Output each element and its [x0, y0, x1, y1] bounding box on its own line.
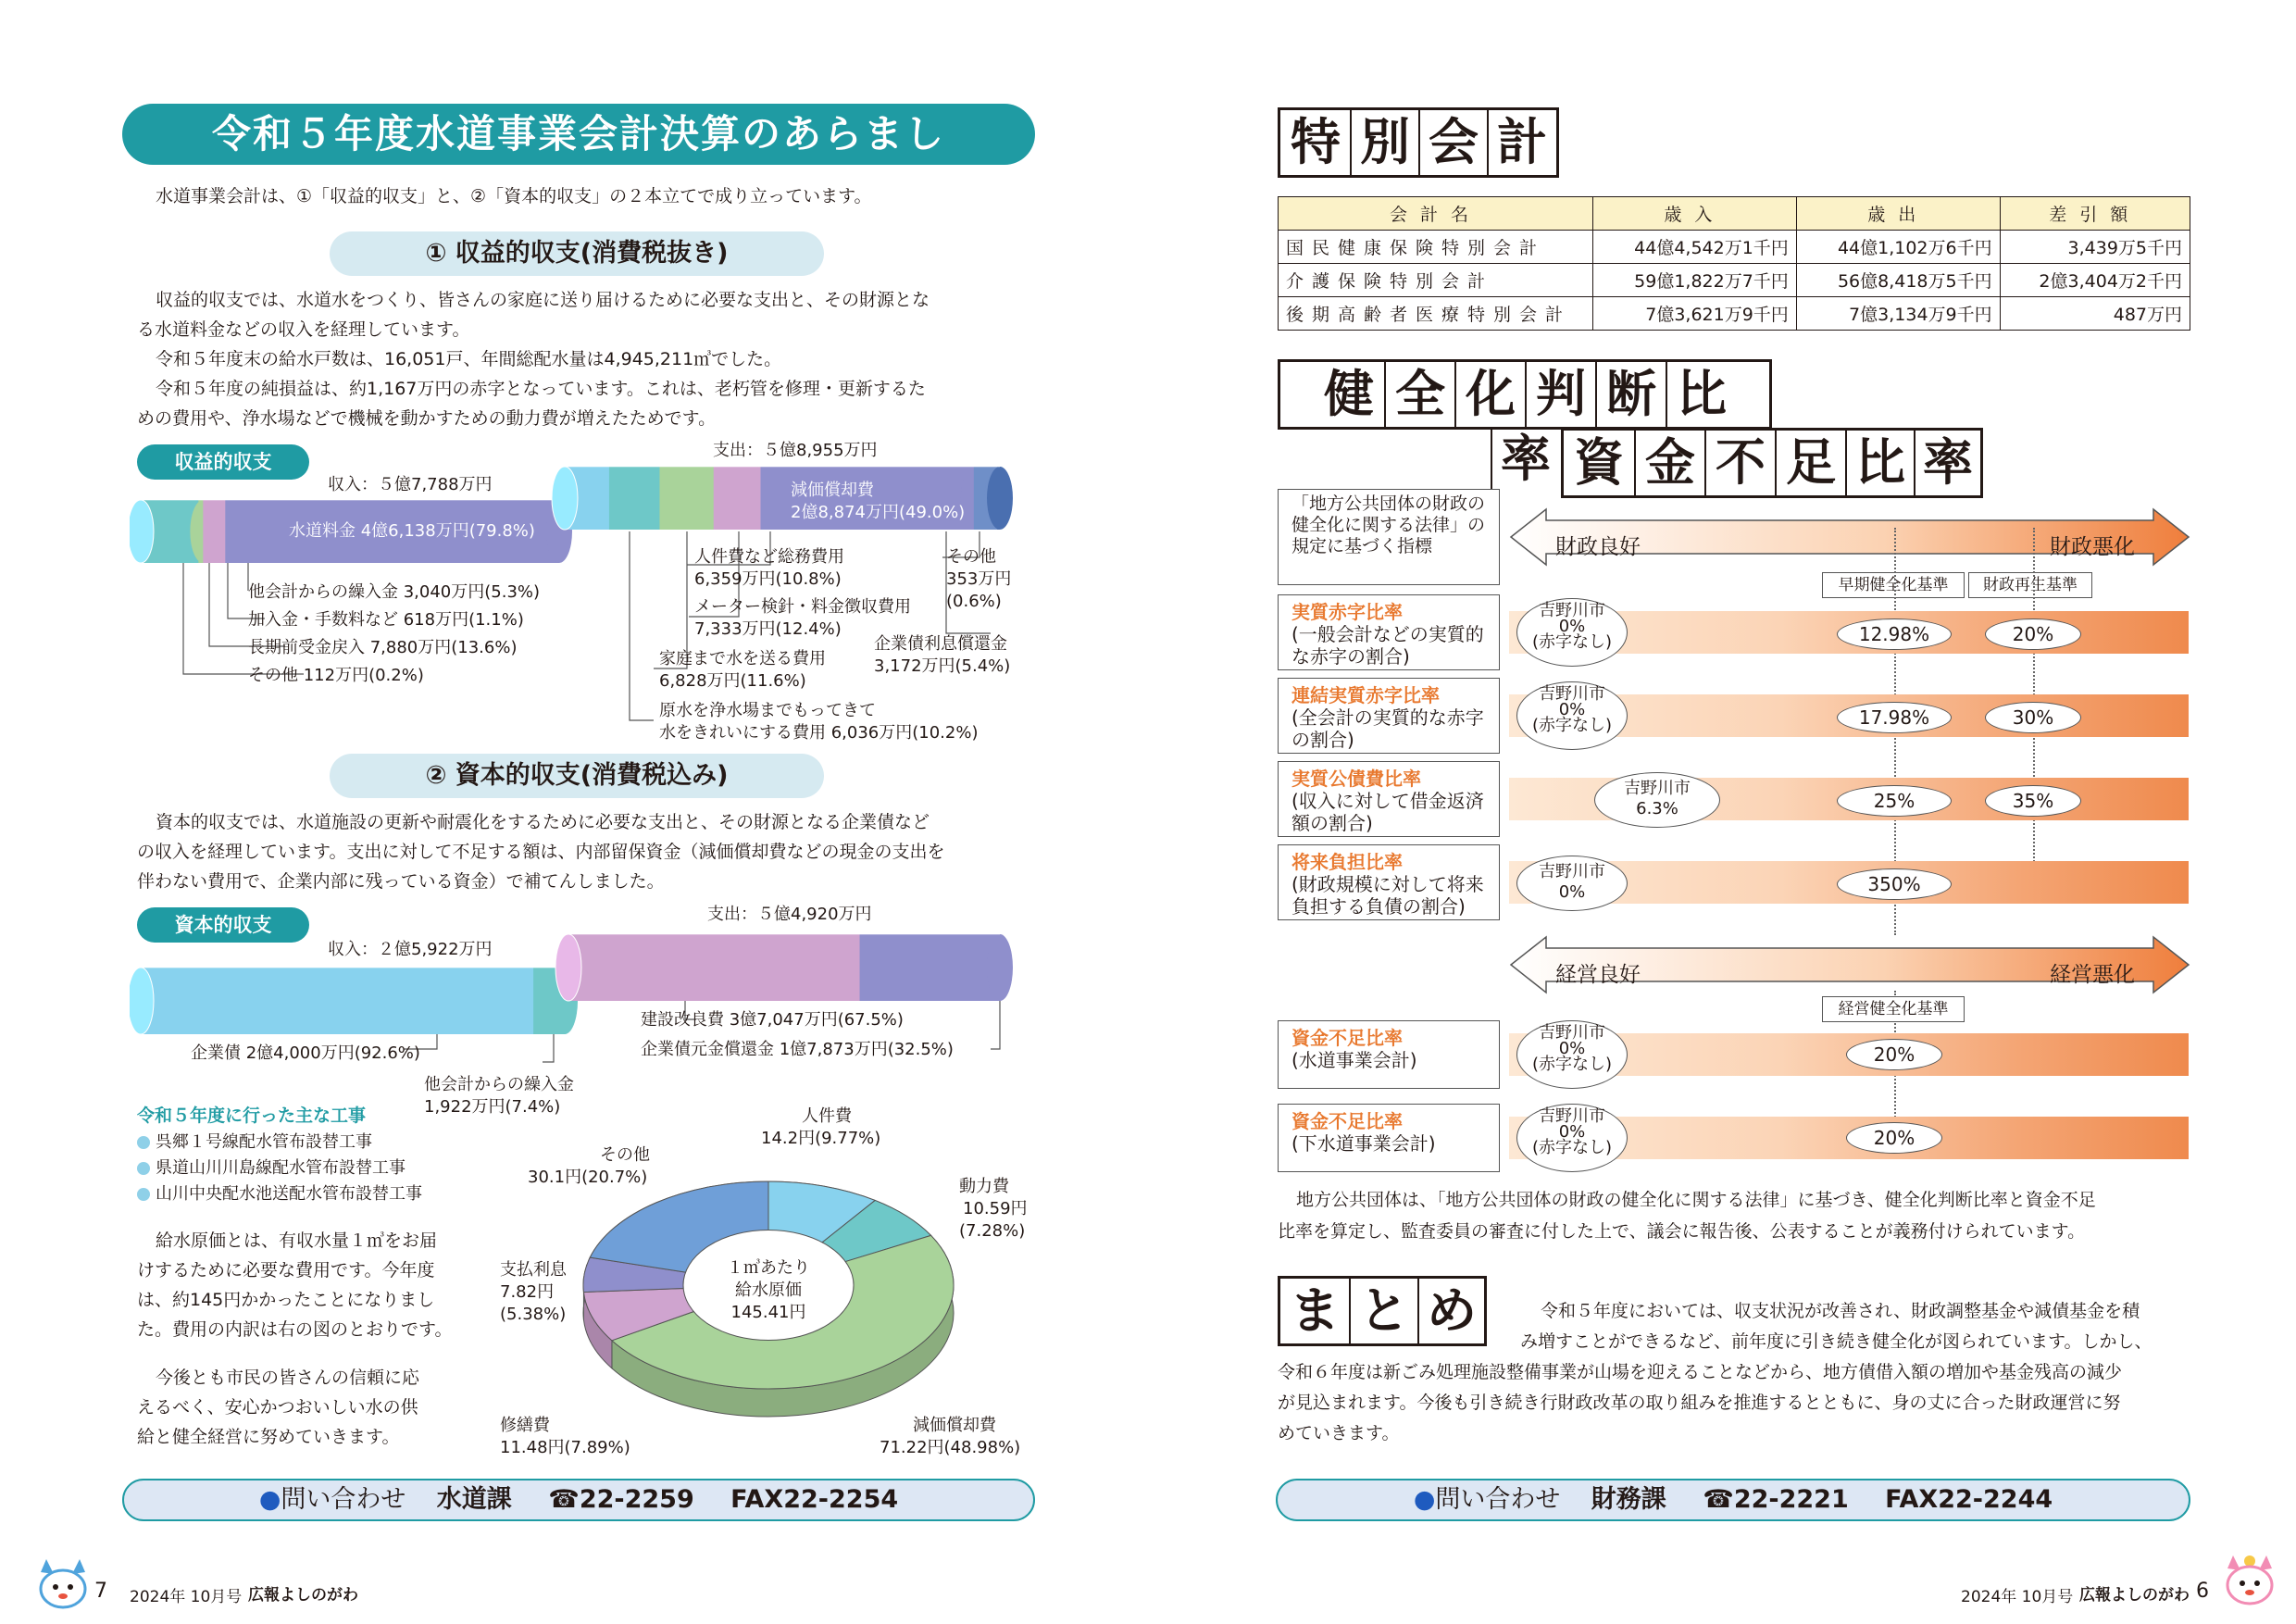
bullet-icon [137, 1162, 150, 1175]
expense-label-bond-interest-value: 3,172万円(5.4%) [874, 656, 1011, 676]
bullet-icon: ● [258, 1485, 281, 1514]
tag-revenue: 収益的収支 [137, 444, 309, 480]
city-value: 0% [1558, 700, 1586, 719]
income-label-deferred: 長期前受金戻入 7,880万円(13.6%) [248, 638, 518, 657]
donut-label-personnel-value: 14.2円(9.77%) [761, 1129, 881, 1148]
sec2-paragraph: 伴わない費用で、企業内部に残っている資金）で補てんしました。 [137, 871, 665, 892]
city-value: 6.3% [1636, 799, 1678, 818]
title-char: 比 [1666, 362, 1736, 427]
contact-bar-finance [1276, 1479, 2190, 1521]
city-value: 0% [1558, 617, 1586, 636]
works-item-text: 山川中央配水池送配水管布設替工事 [156, 1184, 422, 1204]
cylinder-cap [130, 968, 154, 1034]
rebuild-value-oval: 30% [1985, 702, 2081, 733]
city-value-oval [1516, 598, 1628, 667]
sec1-paragraph: 令和５年度の純損益は、約1,167万円の赤字となっています。これは、老朽管を修理・更新するた [156, 379, 926, 399]
contact-dept: 財務課 [1591, 1485, 1666, 1514]
summary-text: が見込まれます。今後も引き続き行財政改革の取り組みを推進するとともに、身の丈に合った財政運営に努 [1278, 1393, 2121, 1413]
table-cell: 7億3,621万9千円 [1593, 297, 1797, 331]
intro-text: 水道事業会計は、①「収益的収支」と、②「資本的収支」の２本立てで成り立っています。 [156, 186, 872, 206]
closing-text: 今後とも市民の皆さんの信頼に応 [156, 1368, 420, 1388]
capital-expense-title: 支出：５億4,920万円 [707, 905, 872, 924]
ratio-name: 実質公債費比率 [1292, 768, 1421, 790]
column-header: 歳入 [1593, 197, 1797, 231]
ratio-desc: (下水道事業会計) [1292, 1132, 1436, 1155]
management-good-label: 経営良好 [1555, 963, 1641, 987]
title-char: 計 [1487, 110, 1555, 175]
footer-brand-left: 広報よしのがわ [248, 1586, 358, 1605]
donut-label-other: その他 [600, 1145, 650, 1165]
soundness-ratio-title [1278, 359, 1772, 488]
donut-label-interest-pct: (5.38%) [500, 1305, 567, 1324]
table-row [1279, 264, 2190, 297]
city-value: 0% [1558, 1122, 1586, 1142]
title-char: 不 [1704, 431, 1775, 495]
donut-center-2: 給水原価 [735, 1280, 802, 1300]
table-cell: 7億3,134万9千円 [1796, 297, 2000, 331]
contact-fax[interactable]: FAX22-2254 [730, 1485, 899, 1514]
table-row [1279, 297, 2190, 331]
city-value-oval [1516, 856, 1628, 911]
management-bad-label: 経営悪化 [2050, 963, 2135, 987]
city-name: 吉野川市 [1539, 684, 1605, 704]
income-label-water-rate: 水道料金 4億6,138万円(79.8%) [289, 521, 535, 541]
column-header: 差引額 [2000, 197, 2190, 231]
page-title: 令和５年度水道事業会計決算のあらまし [122, 104, 1035, 165]
cost-text: けするために必要な費用です。今年度 [137, 1260, 435, 1280]
income-label-fees: 加入金・手数料など 618万円(1.1%) [248, 610, 524, 630]
cost-text: た。費用の内訳は右の図のとおりです。 [137, 1319, 453, 1340]
expense-label-bond-interest: 企業債利息償還金 [874, 634, 1007, 654]
rebuild-value-oval: 35% [1985, 785, 2081, 817]
ratio-row-label [1278, 678, 1500, 754]
bullet-icon [137, 1136, 150, 1149]
ratio-name: 連結実質赤字比率 [1292, 684, 1440, 706]
title-char: ま [1290, 1281, 1340, 1340]
fiscal-bad-label: 財政悪化 [2050, 535, 2135, 559]
city-note: (赤字なし) [1531, 1138, 1613, 1157]
donut-label-repair: 修繕費 [500, 1416, 550, 1435]
cylinder-segment [141, 968, 533, 1034]
sec2-paragraph: 資本的収支では、水道施設の更新や耐震化をするために必要な支出と、その財源となる企業債など [156, 812, 930, 832]
page-number-right: 6 [2196, 1580, 2209, 1603]
donut-label-depreciation: 減価償却費 [913, 1416, 996, 1435]
donut-label-interest: 支払利息 [500, 1260, 567, 1280]
donut-label-interest-value: 7.82円 [500, 1282, 555, 1302]
ratio-row-label [1278, 844, 1500, 920]
column-header: 会計名 [1279, 197, 1593, 231]
capital-income-bonds: 企業債 2億4,000万円(92.6%) [191, 1043, 420, 1063]
title-char: 足 [1775, 431, 1845, 495]
section-heading-revenue: ① 収益的収支(消費税抜き) [330, 231, 824, 276]
ratio-note: 比率を算定し、監査委員の審査に付した上で、議会に報告後、公表することが義務付けられています。 [1278, 1221, 2086, 1242]
works-heading: 令和５年度に行った主な工事 [137, 1106, 367, 1126]
mgmt-value-oval: 20% [1846, 1122, 1942, 1154]
footer-issue-right: 2024年 10月号 [1961, 1588, 2074, 1606]
ratio-name: 資金不足比率 [1292, 1027, 1403, 1049]
donut-label-power: 動力費 [959, 1177, 1009, 1196]
title-char: 率 [1914, 431, 1980, 495]
fund-row-label [1278, 1020, 1500, 1089]
expense-label-delivery-value: 6,828万円(11.6%) [659, 671, 806, 691]
donut-label-power-pct: (7.28%) [959, 1221, 1026, 1241]
city-value: 0% [1558, 1039, 1586, 1058]
leader-line [209, 563, 285, 646]
table-cell: 59億1,822万7千円 [1593, 264, 1797, 297]
summary-title [1278, 1276, 1487, 1346]
expense-label-delivery: 家庭まで水を送る費用 [659, 649, 826, 668]
donut-label-personnel: 人件費 [802, 1106, 852, 1126]
early-value-oval: 350% [1837, 868, 1952, 900]
donut-label-depreciation-value: 71.22円(48.98%) [880, 1438, 1021, 1457]
early-standard-label: 早期健全化基準 [1822, 572, 1965, 598]
works-item [137, 1183, 422, 1206]
sec1-paragraph: る水道料金などの収入を経理しています。 [137, 319, 470, 340]
table-cell: 3,439万5千円 [2000, 231, 2190, 264]
capital-income-transfer-value: 1,922万円(7.4%) [424, 1097, 561, 1117]
ratio-desc: (水道事業会計) [1292, 1049, 1417, 1071]
fund-row-label [1278, 1104, 1500, 1172]
contact-bar-water [122, 1479, 1035, 1521]
early-value-oval: 17.98% [1837, 702, 1952, 733]
tag-capital: 資本的収支 [137, 907, 309, 943]
income-label-other: その他 112万円(0.2%) [248, 666, 424, 685]
summary-text: 令和６年度は新ごみ処理施設整備事業が山場を迎えることなどから、地方債借入額の増加や基金残高の減少 [1278, 1362, 2123, 1382]
title-char: 判 [1525, 362, 1595, 427]
sec1-paragraph: めの費用や、浄水場などで機械を動かすための動力費が増えたためです。 [137, 408, 717, 429]
cylinder-segment [860, 934, 1000, 1001]
city-name: 吉野川市 [1539, 601, 1605, 620]
title-char: 別 [1350, 110, 1418, 175]
city-name: 吉野川市 [1539, 862, 1605, 881]
title-char: 全 [1384, 362, 1454, 427]
table-header-row [1279, 197, 2190, 231]
title-char: 資 [1574, 433, 1624, 492]
title-char: 率 [1491, 427, 1559, 492]
city-note: (赤字なし) [1531, 716, 1613, 735]
law-label: 「地方公共団体の財政の健全化に関する法律」の規定に基づく指標 [1278, 489, 1500, 585]
expense-label-meter-value: 7,333万円(12.4%) [694, 619, 842, 639]
ratio-desc: (収入に対して借金返済額の割合) [1292, 790, 1484, 834]
cylinder-segment-end [987, 934, 1013, 1001]
table-cell: 介護保険特別会計 [1279, 264, 1593, 297]
expense-label-other-pct: (0.6%) [946, 592, 1002, 611]
title-char: 化 [1454, 362, 1525, 427]
income-label-transfer: 他会計からの繰入金 3,040万円(5.3%) [248, 582, 541, 602]
works-item [137, 1131, 372, 1154]
contact-lead: 問い合わせ [281, 1485, 406, 1514]
bullet-icon: ● [1413, 1485, 1436, 1514]
expense-label-depreciation: 減価償却費 [791, 481, 874, 500]
city-name: 吉野川市 [1539, 1023, 1605, 1043]
mgmt-value-oval: 20% [1846, 1039, 1942, 1070]
sec1-paragraph: 収益的収支では、水道水をつくり、皆さんの家庭に送り届けるために必要な支出と、その財源とな [156, 290, 930, 310]
donut-center-1: １㎥あたり [727, 1258, 810, 1278]
mascot-icon [2220, 1552, 2279, 1607]
cost-text: は、約145円かかったことになりまし [137, 1290, 435, 1310]
cylinder-segment [568, 934, 860, 1001]
donut-label-power-value: 10.59円 [963, 1199, 1028, 1218]
table-cell: 487万円 [2000, 297, 2190, 331]
ratio-row-label [1278, 594, 1500, 670]
title-char: 健 [1324, 365, 1374, 423]
table-cell: 後期高齢者医療特別会計 [1279, 297, 1593, 331]
table-cell: 2億3,404万2千円 [2000, 264, 2190, 297]
cylinder-cap [552, 467, 578, 530]
ratio-desc: (財政規模に対して将来負担する負債の割合) [1292, 873, 1484, 918]
title-char: 特 [1291, 113, 1341, 171]
column-header: 歳出 [1796, 197, 2000, 231]
ratio-name: 将来負担比率 [1292, 851, 1403, 873]
expense-label-purification: 原水を浄水場までもってきて [659, 701, 876, 720]
special-account-title [1278, 107, 1559, 178]
city-value-oval [1594, 772, 1720, 828]
donut-label-other-value: 30.1円(20.7%) [528, 1168, 648, 1187]
contact-tel[interactable]: ☎22-2259 [548, 1485, 694, 1514]
title-char: 金 [1634, 431, 1704, 495]
city-value-oval [1516, 681, 1628, 750]
capital-expense-bond-principal: 企業債元金償還金 1億7,873万円(32.5%) [641, 1040, 954, 1059]
city-name: 吉野川市 [1539, 1106, 1605, 1126]
sec1-paragraph: 令和５年度末の給水戸数は、16,051戸、年間総配水量は4,945,211㎥でした。 [156, 349, 782, 369]
table-cell: 56億8,418万5千円 [1796, 264, 2000, 297]
footer-brand-right: 広報よしのがわ [2079, 1586, 2190, 1605]
summary-text: み増すことができるなど、前年度に引き続き健全化が図られています。しかし、 [1520, 1331, 2152, 1352]
works-item-text: 呉郷１号線配水管布設替工事 [156, 1132, 372, 1152]
footer-issue-left: 2024年 10月号 [130, 1588, 243, 1606]
mgmt-standard-label: 経営健全化基準 [1822, 996, 1965, 1022]
cylinder-segment-end [987, 467, 1013, 530]
closing-text: えるべく、安心かつおいしい水の供 [137, 1397, 418, 1418]
sec2-paragraph: の収入を経理しています。支出に対して不足する額は、内部留保資金（減価償却費などの現金の支出を [137, 842, 945, 862]
cylinder-cap [555, 934, 581, 1001]
leader-line [543, 1034, 554, 1062]
city-note: (赤字なし) [1531, 632, 1613, 652]
expense-label-meter: メーター検針・料金徴収費用 [694, 597, 911, 617]
title-char: め [1417, 1279, 1484, 1343]
ratio-note: 地方公共団体は、「地方公共団体の財政の健全化に関する法律」に基づき、健全化判断比率と資金不足 [1296, 1190, 2096, 1210]
expense-label-personnel: 人件費など総務費用 [694, 547, 844, 567]
revenue-expense-title: 支出：５億8,955万円 [713, 441, 878, 460]
summary-text: 令和５年度においては、収支状況が改善され、財政調整基金や減債基金を積 [1541, 1301, 2140, 1321]
title-char: 断 [1595, 362, 1666, 427]
fiscal-good-label: 財政良好 [1555, 535, 1641, 559]
city-name: 吉野川市 [1624, 779, 1691, 798]
ratio-desc: (全会計の実質的な赤字の割合) [1292, 706, 1484, 751]
closing-text: 給と健全経営に努めていきます。 [137, 1427, 400, 1447]
section-heading-capital: ② 資本的収支(消費税込み) [330, 754, 824, 798]
ratio-desc: (一般会計などの実質的な赤字の割合) [1292, 623, 1484, 668]
table-cell: 44億4,542万1千円 [1593, 231, 1797, 264]
works-item [137, 1157, 406, 1180]
contact-fax[interactable]: FAX22-2244 [1885, 1485, 2053, 1514]
ratio-row-label [1278, 761, 1500, 837]
city-note: (赤字なし) [1531, 1055, 1613, 1074]
works-item-text: 県道山川川島線配水管布設替工事 [156, 1158, 406, 1178]
revenue-income-title: 収入：５億7,788万円 [328, 475, 493, 494]
donut-label-repair-value: 11.48円(7.89%) [500, 1438, 630, 1457]
mascot-icon [33, 1555, 93, 1611]
leader-line [630, 531, 654, 720]
special-account-table [1278, 196, 2190, 331]
page-number-left: 7 [94, 1580, 107, 1603]
table-cell: 44億1,102万6千円 [1796, 231, 2000, 264]
capital-income-title: 収入：２億5,922万円 [328, 940, 493, 959]
capital-income-transfer: 他会計からの繰入金 [424, 1075, 574, 1094]
title-char: と [1349, 1279, 1417, 1343]
ratio-name: 実質赤字比率 [1292, 601, 1403, 623]
cylinder-cap [130, 500, 154, 563]
table-cell: 国民健康保険特別会計 [1279, 231, 1593, 264]
capital-expense-construction: 建設改良費 3億7,047万円(67.5%) [641, 1010, 904, 1030]
table-row [1279, 231, 2190, 264]
city-value: 0% [1558, 882, 1586, 902]
contact-tel[interactable]: ☎22-2221 [1703, 1485, 1849, 1514]
cost-text: 給水原価とは、有収水量１㎥をお届 [156, 1230, 438, 1251]
contact-lead: 問い合わせ [1435, 1485, 1561, 1514]
title-char: 比 [1845, 431, 1914, 495]
early-value-oval: 12.98% [1837, 618, 1952, 650]
rebuild-value-oval: 20% [1985, 618, 2081, 650]
rebuild-standard-label: 財政再生基準 [1968, 572, 2092, 598]
expense-label-other: その他 [946, 547, 996, 567]
fund-shortage-title [1561, 428, 1983, 498]
summary-text: めていきます。 [1278, 1423, 1400, 1443]
city-value-oval [1516, 1020, 1628, 1089]
expense-label-personnel-value: 6,359万円(10.8%) [694, 569, 842, 589]
bullet-icon [137, 1188, 150, 1201]
expense-label-other-value: 353万円 [946, 569, 1012, 589]
ratio-name: 資金不足比率 [1292, 1110, 1403, 1132]
early-value-oval: 25% [1837, 785, 1952, 817]
donut-center-3: 145.41円 [730, 1303, 806, 1322]
expense-label-purification-value: 水をきれいにする費用 6,036万円(10.2%) [659, 723, 979, 743]
title-char: 会 [1418, 110, 1487, 175]
contact-dept: 水道課 [436, 1485, 512, 1514]
city-value-oval [1516, 1104, 1628, 1172]
leader-line [991, 1001, 1000, 1049]
expense-label-depreciation-value: 2億8,874万円(49.0%) [791, 503, 966, 522]
